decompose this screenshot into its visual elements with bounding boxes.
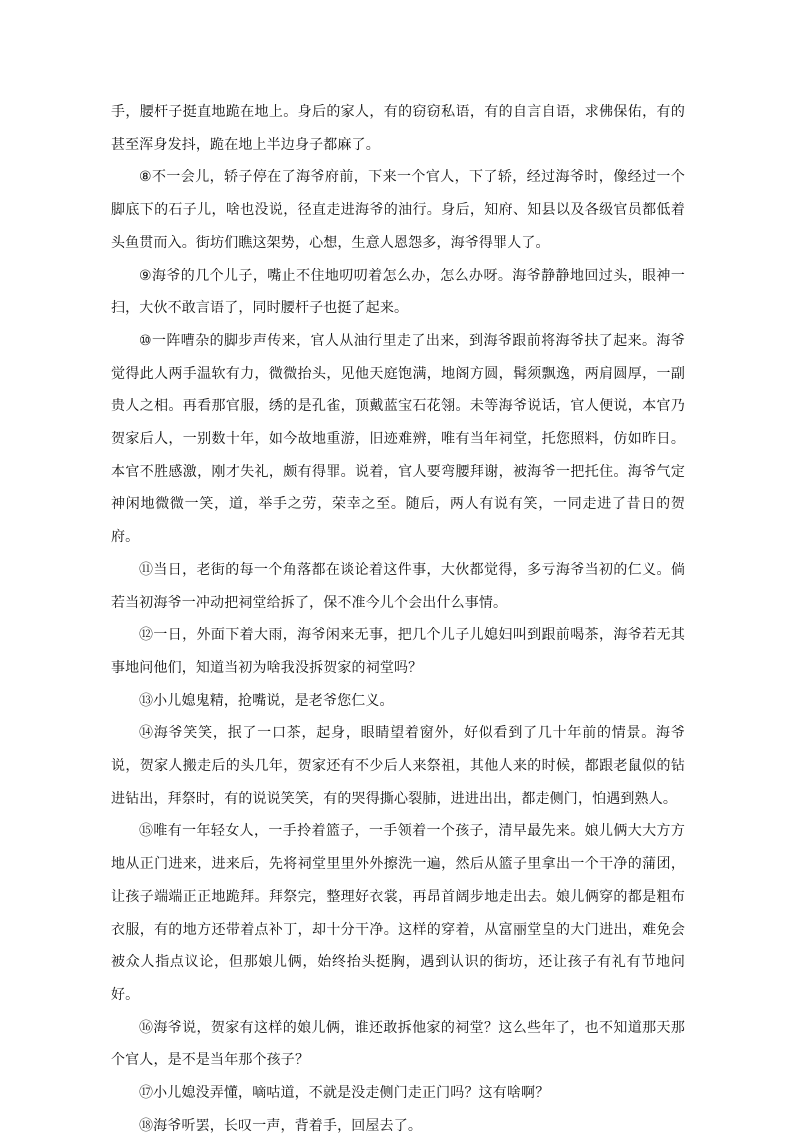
paragraph-11: ⑪当日，老街的每一个角落都在谈论着这件事，大伙都觉得，多亏海爷当初的仁义。倘若当初海爷一冲动把祠堂给拆了，保不准今儿个会出什么事情。 — [111, 561, 685, 611]
paragraph-13: ⑬小儿媳鬼精，抢嘴说，是老爷您仁义。 — [139, 692, 394, 709]
paragraph-continuation: 手，腰杆子挺直地跪在地上。身后的家人，有的窃窃私语，有的自言自语，求佛保佑，有的甚至浑身发抖，跪在地上半边身子都麻了。 — [111, 104, 685, 153]
paragraph-9: ⑨海爷的几个儿子，嘴止不住地叨叨着怎么办，怎么办呀。海爷静静地回过头，眼神一扫，大伙不敢言语了，同时腰杆子也挺了起来。 — [111, 267, 685, 317]
paragraph-15: ⑮唯有一年轻女人，一手拎着篮子，一手领着一个孩子，清早最先来。娘儿俩大大方方地从正门进来，进来后，先将祠堂里里外外擦洗一遍，然后从篮子里拿出一个干净的蒲团，让孩子端端正正地跪拜。拜祭完，整理好衣裳，再昂首阔步地走出去。娘儿俩穿的都是粗布衣服，有的地方还带着点补丁，却十分干净。这样的穿着，从富丽堂皇的大门进出，难免会被众人指点议论，但那娘儿俩，始终抬头挺胸，遇到认识的街坊，还让孩子有礼有节地问好。 — [111, 823, 685, 1003]
paragraph-18: ⑱海爷听罢，长叹一声，背着手，回屋去了。 — [139, 1117, 422, 1134]
paragraph-10: ⑩一阵嘈杂的脚步声传来，官人从油行里走了出来，到海爷跟前将海爷扶了起来。海爷觉得此人两手温软有力，微微抬头，见他天庭饱满，地阁方圆，髯须飘逸，两肩圆厚，一副贵人之相。再看那官服，绣的是孔雀，顶戴蓝宝石花翎。未等海爷说话，官人便说，本官乃贺家后人，一别数十年，如今故地重游，旧迹难辨，唯有当年祠堂，托您照料，仿如昨日。本官不胜感激，刚才失礼，颇有得罪。说着，官人要弯腰拜谢，被海爷一把托住。海爷气定神闲地微微一笑，道，举手之劳，荣幸之至。随后，两人有说有笑，一同走进了昔日的贺府。 — [111, 332, 685, 546]
paragraph-8: ⑧不一会儿，轿子停在了海爷府前，下来一个官人，下了轿，经过海爷时，像经过一个脚底下的石子儿，啥也没说，径直走进海爷的油行。身后，知府、知县以及各级官员都低着头鱼贯而入。街坊们瞧这架势，心想，生意人恩怨多，海爷得罪人了。 — [111, 169, 685, 251]
document-body — [111, 96, 685, 1143]
paragraph-17: ⑰小儿媳没弄懂，嘀咕道，不就是没走侧门走正门吗？这有啥啊？ — [139, 1085, 550, 1102]
paragraph-12: ⑫一日，外面下着大雨，海爷闲来无事，把几个儿子儿媳妇叫到跟前喝茶，海爷若无其事地问他们，知道当初为啥我没拆贺家的祠堂吗？ — [111, 627, 685, 676]
paragraph-16: ⑯海爷说，贺家有这样的娘儿俩，谁还敢拆他家的祠堂？这么些年了，也不知道那天那个官人，是不是当年那个孩子？ — [111, 1019, 685, 1069]
paragraph-14: ⑭海爷笑笑，抿了一口茶，起身，眼睛望着窗外，好似看到了几十年前的情景。海爷说，贺家人搬走后的头几年，贺家还有不少后人来祭祖，其他人来的时候，都跟老鼠似的钻进钻出，拜祭时，有的说说笑笑，有的哭得撕心裂肺，进进出出，都走侧门，怕遇到熟人。 — [111, 725, 685, 807]
